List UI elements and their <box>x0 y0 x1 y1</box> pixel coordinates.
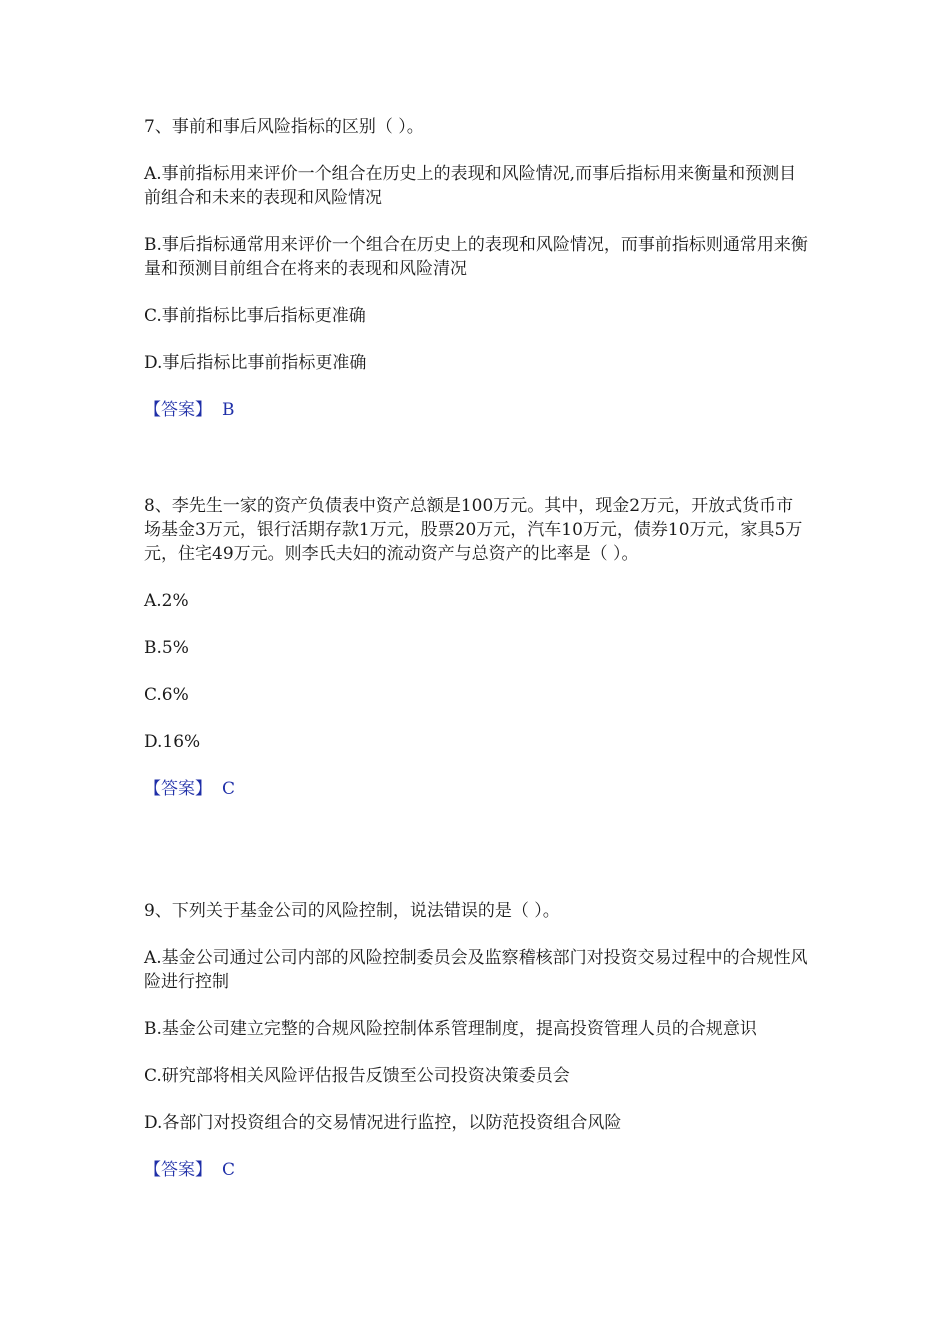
question-8 <box>144 494 810 801</box>
option-a: A.基金公司通过公司内部的风险控制委员会及监察稽核部门对投资交易过程中的合规性风险进行控制 <box>144 948 808 992</box>
answer-label: 【答案】 <box>144 400 212 420</box>
option-d: D.各部门对投资组合的交易情况进行监控，以防范投资组合风险 <box>144 1113 622 1133</box>
option-b: B.5% <box>144 638 189 658</box>
question-stem: 9、下列关于基金公司的风险控制，说法错误的是（ ）。 <box>144 901 560 921</box>
option-d: D.16% <box>144 732 201 752</box>
answer-line <box>144 777 810 801</box>
option-c: C.6% <box>144 685 189 705</box>
answer-value: C <box>222 779 236 799</box>
answer-label: 【答案】 <box>144 779 212 799</box>
option-b: B.事后指标通常用来评价一个组合在历史上的表现和风险情况，而事前指标则通常用来衡量和预测目前组合在将来的表现和风险清况 <box>144 235 808 279</box>
option-c: C.事前指标比事后指标更准确 <box>144 306 366 326</box>
question-7 <box>144 115 810 422</box>
option-c: C.研究部将相关风险评估报告反馈至公司投资决策委员会 <box>144 1066 570 1086</box>
answer-value: B <box>222 400 235 420</box>
option-a: A.事前指标用来评价一个组合在历史上的表现和风险情况,而事后指标用来衡量和预测目前组合和未来的表现和风险情况 <box>144 164 797 208</box>
question-stem: 7、事前和事后风险指标的区别（ ）。 <box>144 117 424 137</box>
option-a: A.2% <box>144 591 189 611</box>
option-d: D.事后指标比事前指标更准确 <box>144 353 367 373</box>
answer-label: 【答案】 <box>144 1160 212 1180</box>
question-9 <box>144 899 810 1182</box>
answer-value: C <box>222 1160 236 1180</box>
question-stem: 8、李先生一家的资产负债表中资产总额是100万元。其中，现金2万元，开放式货币市场基金3万元，银行活期存款1万元，股票20万元，汽车10万元，债券10万元，家具5万元，住宅49万元。则李氏夫妇的流动资产与总资产的比率是（ ）。 <box>144 496 803 564</box>
option-b: B.基金公司建立完整的合规风险控制体系管理制度，提高投资管理人员的合规意识 <box>144 1019 757 1039</box>
answer-line <box>144 398 810 422</box>
answer-line <box>144 1158 810 1182</box>
